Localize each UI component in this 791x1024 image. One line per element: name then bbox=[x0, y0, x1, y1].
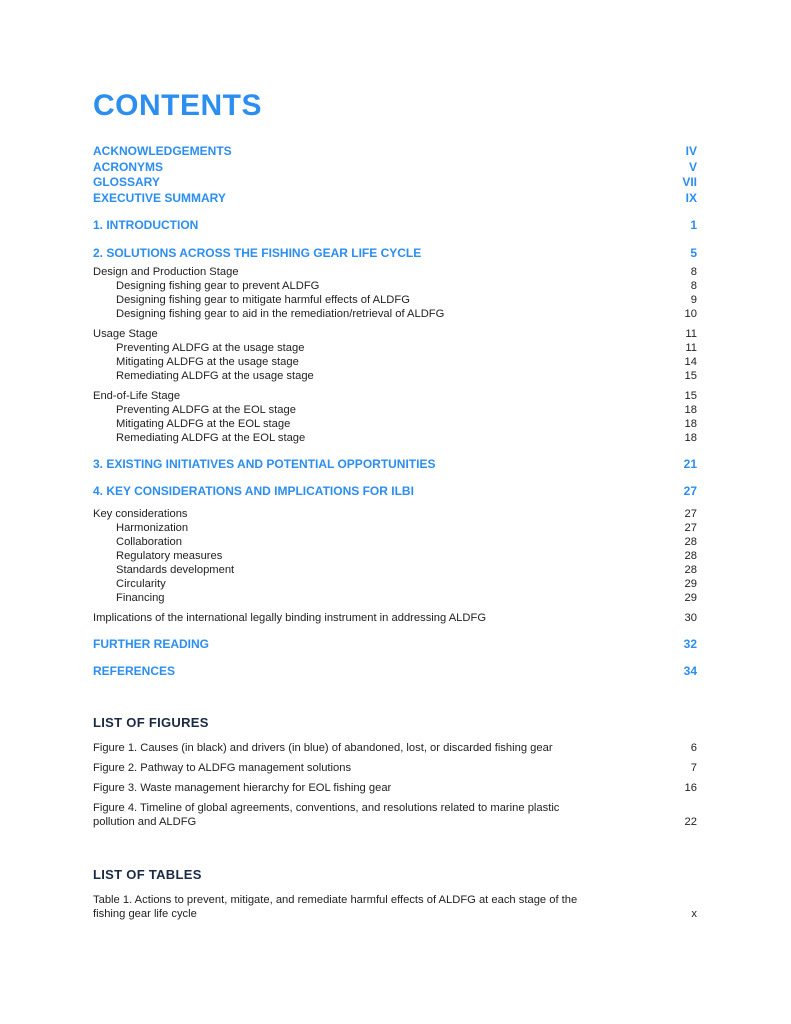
toc-page: 21 bbox=[683, 457, 697, 471]
toc-group bbox=[93, 389, 697, 445]
toc-label: FURTHER READING bbox=[93, 637, 209, 651]
toc-chapter-1[interactable] bbox=[93, 218, 697, 234]
toc-label: ACRONYMS bbox=[93, 159, 164, 174]
figure-entry[interactable] bbox=[93, 781, 697, 795]
toc-label: Financing bbox=[116, 592, 165, 604]
toc-page: 8 bbox=[690, 280, 697, 292]
toc-chapter-3[interactable] bbox=[93, 457, 697, 473]
toc-page: VII bbox=[682, 175, 697, 189]
figure-entry[interactable] bbox=[93, 741, 697, 755]
toc-subentry[interactable] bbox=[93, 369, 697, 383]
toc-entry[interactable] bbox=[93, 327, 697, 341]
toc-entry[interactable] bbox=[93, 175, 697, 191]
toc-page: 28 bbox=[684, 550, 697, 562]
toc-label: Mitigating ALDFG at the usage stage bbox=[116, 356, 299, 368]
toc-label: Collaboration bbox=[116, 536, 182, 548]
toc-label: Implications of the international legally binding instrument in addressing ALDFG bbox=[93, 612, 487, 624]
toc-label: Figure 4. Timeline of global agreements, conventions, and resolutions related to marine plastic pollution and ALDFG bbox=[93, 802, 560, 828]
toc-subentry[interactable] bbox=[93, 591, 697, 605]
toc-label: EXECUTIVE SUMMARY bbox=[93, 190, 226, 205]
toc-subentry[interactable] bbox=[93, 341, 697, 355]
toc-chapter-4[interactable] bbox=[93, 484, 697, 500]
toc-subentry[interactable] bbox=[93, 535, 697, 549]
toc-page: 14 bbox=[684, 356, 697, 368]
toc-entry[interactable] bbox=[93, 507, 697, 521]
toc-subentry[interactable] bbox=[93, 549, 697, 563]
toc-label: End-of-Life Stage bbox=[93, 390, 181, 402]
toc-page: x bbox=[691, 908, 697, 920]
toc-page: 8 bbox=[690, 266, 697, 278]
toc-label: Regulatory measures bbox=[116, 550, 223, 562]
toc-subentry[interactable] bbox=[93, 521, 697, 535]
toc-page: 5 bbox=[690, 245, 697, 260]
toc-subentry[interactable] bbox=[93, 307, 697, 321]
toc-page: 9 bbox=[690, 294, 697, 306]
toc-label: Mitigating ALDFG at the EOL stage bbox=[116, 418, 291, 430]
toc-page: 10 bbox=[684, 308, 697, 320]
toc-label: Designing fishing gear to aid in the remediation/retrieval of ALDFG bbox=[116, 308, 445, 320]
toc-label: Remediating ALDFG at the usage stage bbox=[116, 370, 314, 382]
toc-label: Usage Stage bbox=[93, 328, 158, 340]
toc-page: 11 bbox=[685, 342, 697, 354]
toc-label: Figure 2. Pathway to ALDFG management solutions bbox=[93, 762, 352, 774]
toc-page: 15 bbox=[684, 390, 697, 402]
toc-label: ACKNOWLEDGEMENTS bbox=[93, 144, 232, 158]
toc-label: Figure 3. Waste management hierarchy for EOL fishing gear bbox=[93, 782, 392, 794]
toc-label: GLOSSARY bbox=[93, 175, 160, 189]
toc-entry[interactable] bbox=[93, 611, 697, 625]
list-of-figures-title: LIST OF FIGURES bbox=[93, 715, 209, 730]
toc-group bbox=[93, 265, 697, 321]
toc-page: 22 bbox=[684, 816, 697, 828]
toc-page: 18 bbox=[684, 432, 697, 444]
toc-page: 18 bbox=[684, 418, 697, 430]
toc-entry[interactable] bbox=[93, 191, 697, 207]
contents-page bbox=[93, 88, 697, 921]
toc-page: 27 bbox=[683, 483, 697, 498]
figure-entry[interactable] bbox=[93, 801, 697, 829]
toc-page: 29 bbox=[684, 578, 697, 590]
toc-entry[interactable] bbox=[93, 160, 697, 176]
toc-page: 34 bbox=[683, 663, 697, 678]
toc-page: 7 bbox=[690, 762, 697, 774]
toc-subentry[interactable] bbox=[93, 355, 697, 369]
toc-label: 4. KEY CONSIDERATIONS AND IMPLICATIONS FOR ILBI bbox=[93, 483, 414, 498]
toc-label: Preventing ALDFG at the EOL stage bbox=[116, 404, 296, 416]
toc-subentry[interactable] bbox=[93, 279, 697, 293]
toc-label: Key considerations bbox=[93, 508, 188, 520]
toc-label: Preventing ALDFG at the usage stage bbox=[116, 342, 305, 354]
toc-page: 27 bbox=[684, 508, 697, 520]
toc-label: Circularity bbox=[116, 578, 166, 590]
toc-entry[interactable] bbox=[93, 144, 697, 160]
toc-page: 11 bbox=[685, 328, 697, 340]
toc-page: 30 bbox=[684, 612, 697, 624]
toc-subentry[interactable] bbox=[93, 417, 697, 431]
toc-subentry[interactable] bbox=[93, 577, 697, 591]
toc-label: Remediating ALDFG at the EOL stage bbox=[116, 432, 306, 444]
figure-entry[interactable] bbox=[93, 761, 697, 775]
toc-label: Designing fishing gear to mitigate harmful effects of ALDFG bbox=[116, 294, 410, 306]
front-matter bbox=[93, 144, 697, 206]
toc-subentry[interactable] bbox=[93, 403, 697, 417]
toc-page: 16 bbox=[684, 782, 697, 794]
page-title: CONTENTS bbox=[93, 89, 262, 122]
table-entry[interactable] bbox=[93, 893, 697, 921]
toc-page: 32 bbox=[683, 637, 697, 651]
toc-label: Table 1. Actions to prevent, mitigate, and remediate harmful effects of ALDFG at each stage of the fishing gear life cycle bbox=[93, 894, 578, 920]
toc-page: IX bbox=[685, 190, 697, 205]
toc-label: 2. SOLUTIONS ACROSS THE FISHING GEAR LIFE CYCLE bbox=[93, 245, 422, 260]
toc-label: 3. EXISTING INITIATIVES AND POTENTIAL OPPORTUNITIES bbox=[93, 457, 436, 471]
toc-entry[interactable] bbox=[93, 389, 697, 403]
toc-subentry[interactable] bbox=[93, 431, 697, 445]
list-of-tables-title: LIST OF TABLES bbox=[93, 867, 202, 882]
toc-page: 27 bbox=[684, 522, 697, 534]
toc-group bbox=[93, 507, 697, 605]
toc-label: Figure 1. Causes (in black) and drivers (in blue) of abandoned, lost, or discarded fishing gear bbox=[93, 742, 553, 754]
toc-page: 15 bbox=[684, 370, 697, 382]
toc-group bbox=[93, 327, 697, 383]
toc-page: IV bbox=[685, 144, 697, 158]
toc-entry[interactable] bbox=[93, 265, 697, 279]
toc-page: 6 bbox=[690, 742, 697, 754]
toc-subentry[interactable] bbox=[93, 293, 697, 307]
toc-references[interactable] bbox=[93, 664, 697, 680]
toc-label: 1. INTRODUCTION bbox=[93, 218, 199, 232]
toc-label: Design and Production Stage bbox=[93, 266, 239, 278]
toc-further-reading[interactable] bbox=[93, 637, 697, 653]
toc-page: 1 bbox=[690, 218, 697, 232]
toc-label: Harmonization bbox=[116, 522, 189, 534]
toc-page: 18 bbox=[684, 404, 697, 416]
toc-page: V bbox=[688, 159, 697, 174]
toc-chapter-2[interactable] bbox=[93, 246, 697, 262]
toc-label: Standards development bbox=[116, 564, 235, 576]
toc-page: 29 bbox=[684, 592, 697, 604]
toc-label: REFERENCES bbox=[93, 663, 176, 678]
toc-subentry[interactable] bbox=[93, 563, 697, 577]
toc-label: Designing fishing gear to prevent ALDFG bbox=[116, 280, 320, 292]
toc-page: 28 bbox=[684, 564, 697, 576]
toc-page: 28 bbox=[684, 536, 697, 548]
